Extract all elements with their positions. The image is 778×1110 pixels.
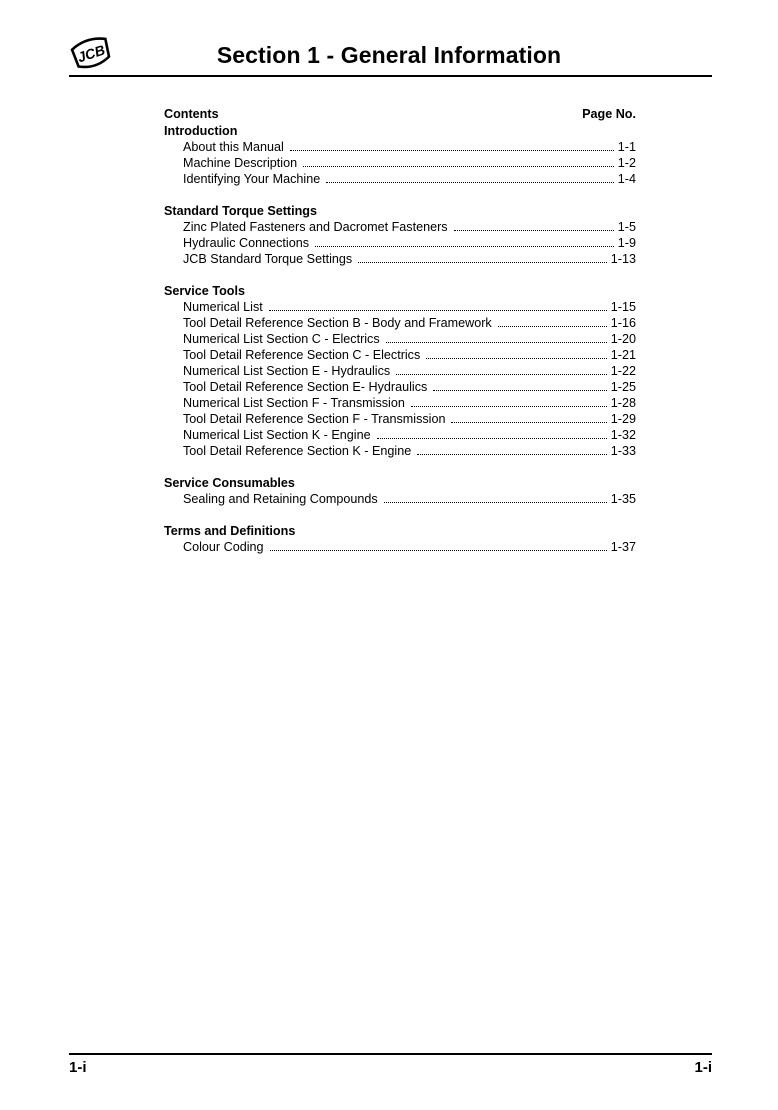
toc-entry-label: Tool Detail Reference Section E- Hydraulics <box>183 380 428 394</box>
dot-leader <box>411 406 607 407</box>
page-number-right: 1-i <box>694 1059 712 1076</box>
dot-leader <box>498 326 607 327</box>
dot-leader <box>384 502 607 503</box>
toc-entry[interactable] <box>164 411 636 427</box>
dot-leader <box>417 454 607 455</box>
toc-entry-label: Colour Coding <box>183 540 264 554</box>
toc-entry-label: Tool Detail Reference Section F - Transmission <box>183 412 446 426</box>
dot-leader <box>270 550 607 551</box>
toc-entry-label: Numerical List Section K - Engine <box>183 428 371 442</box>
toc-entry-label: Tool Detail Reference Section K - Engine <box>183 444 412 458</box>
toc-entry[interactable] <box>164 155 636 171</box>
toc-entry[interactable] <box>164 379 636 395</box>
toc-entry-label: Machine Description <box>183 156 298 170</box>
header-rule <box>69 75 712 77</box>
toc-entry[interactable] <box>164 347 636 363</box>
toc-entry-page: 1-13 <box>610 252 636 266</box>
toc-section-title: Terms and Definitions <box>164 524 296 538</box>
toc-entry-page: 1-25 <box>610 380 636 394</box>
dot-leader <box>326 182 614 183</box>
toc-entry[interactable] <box>164 491 636 507</box>
page-number-left: 1-i <box>69 1059 87 1076</box>
toc-entry-label: About this Manual <box>183 140 284 154</box>
toc-entry[interactable] <box>164 443 636 459</box>
toc-header <box>164 106 636 123</box>
dot-leader <box>377 438 607 439</box>
toc-entry-page: 1-33 <box>610 444 636 458</box>
toc-section-title: Introduction <box>164 124 238 138</box>
dot-leader <box>396 374 607 375</box>
toc-sections <box>164 123 636 555</box>
footer-rule <box>69 1053 712 1055</box>
toc-entry[interactable] <box>164 331 636 347</box>
dot-leader <box>290 150 614 151</box>
toc-entry-page: 1-37 <box>610 540 636 554</box>
toc-entry-label: Identifying Your Machine <box>183 172 321 186</box>
toc-entry-page: 1-15 <box>610 300 636 314</box>
toc-section <box>164 203 636 267</box>
toc-entry-label: Numerical List <box>183 300 263 314</box>
toc-entry-label: Numerical List Section E - Hydraulics <box>183 364 391 378</box>
toc-entry-page: 1-20 <box>610 332 636 346</box>
toc-section-title: Service Consumables <box>164 476 295 490</box>
toc-entry[interactable] <box>164 251 636 267</box>
toc-section-title: Service Tools <box>164 284 245 298</box>
toc-entry[interactable] <box>164 219 636 235</box>
dot-leader <box>303 166 614 167</box>
toc-section <box>164 123 636 187</box>
toc-entry-page: 1-2 <box>617 156 636 170</box>
toc-entry-label: Zinc Plated Fasteners and Dacromet Fasteners <box>183 220 448 234</box>
table-of-contents <box>164 106 636 571</box>
toc-entry[interactable] <box>164 315 636 331</box>
dot-leader <box>433 390 606 391</box>
toc-entry-page: 1-4 <box>617 172 636 186</box>
toc-entry[interactable] <box>164 363 636 379</box>
toc-section <box>164 475 636 507</box>
toc-entry-label: Hydraulic Connections <box>183 236 309 250</box>
toc-entry-page: 1-35 <box>610 492 636 506</box>
toc-entry-page: 1-9 <box>617 236 636 250</box>
toc-entry[interactable] <box>164 235 636 251</box>
toc-entry[interactable] <box>164 299 636 315</box>
toc-entry-page: 1-28 <box>610 396 636 410</box>
dot-leader <box>358 262 607 263</box>
toc-entry-page: 1-22 <box>610 364 636 378</box>
toc-entry-label: Numerical List Section F - Transmission <box>183 396 405 410</box>
contents-label: Contents <box>164 107 219 121</box>
toc-entry-page: 1-29 <box>610 412 636 426</box>
page-title: Section 1 - General Information <box>216 42 562 68</box>
toc-entry-label: Numerical List Section C - Electrics <box>183 332 380 346</box>
toc-entry-page: 1-32 <box>610 428 636 442</box>
page-no-label: Page No. <box>582 107 636 121</box>
dot-leader <box>426 358 607 359</box>
toc-entry-page: 1-5 <box>617 220 636 234</box>
toc-entry-label: Tool Detail Reference Section C - Electrics <box>183 348 421 362</box>
svg-text:JCB: JCB <box>75 41 107 66</box>
dot-leader <box>454 230 614 231</box>
toc-entry-label: Tool Detail Reference Section B - Body and Framework <box>183 316 492 330</box>
dot-leader <box>451 422 606 423</box>
toc-entry[interactable] <box>164 139 636 155</box>
toc-entry-label: JCB Standard Torque Settings <box>183 252 353 266</box>
toc-section <box>164 523 636 555</box>
toc-entry[interactable] <box>164 427 636 443</box>
toc-entry[interactable] <box>164 171 636 187</box>
dot-leader <box>269 310 607 311</box>
dot-leader <box>386 342 607 343</box>
toc-entry-label: Sealing and Retaining Compounds <box>183 492 378 506</box>
dot-leader <box>315 246 614 247</box>
toc-section-title: Standard Torque Settings <box>164 204 318 218</box>
toc-section <box>164 283 636 459</box>
toc-entry[interactable] <box>164 395 636 411</box>
toc-entry-page: 1-16 <box>610 316 636 330</box>
toc-entry-page: 1-1 <box>617 140 636 154</box>
toc-entry-page: 1-21 <box>610 348 636 362</box>
toc-entry[interactable] <box>164 539 636 555</box>
